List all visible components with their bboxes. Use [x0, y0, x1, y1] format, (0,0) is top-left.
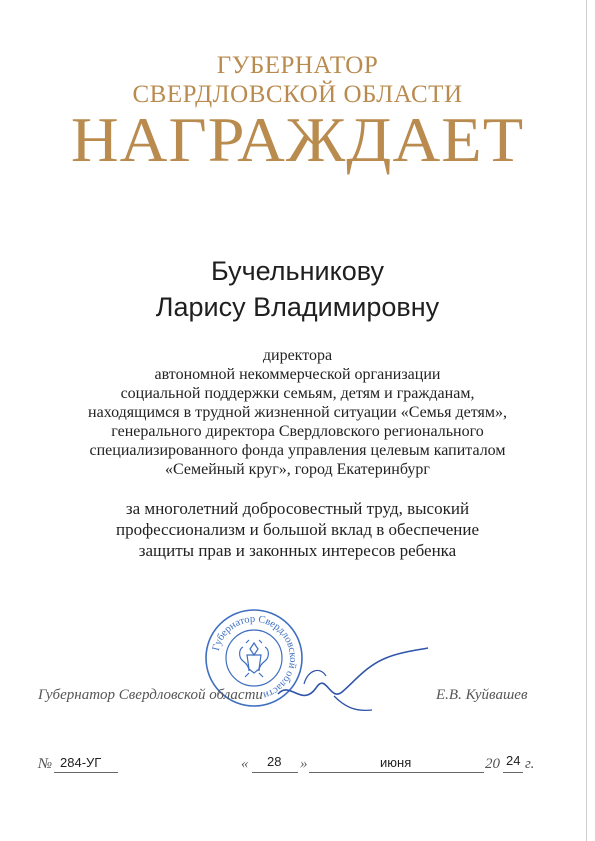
year-suffix: 24: [506, 753, 521, 768]
number-underline: [54, 772, 118, 773]
reason-line: профессионализм и большой вклад в обеспечение: [115, 520, 480, 539]
double-headed-eagle-icon: [240, 640, 269, 677]
signatory-name: Е.В. Куйвашев: [436, 687, 528, 703]
position-line: автономной некоммерческой организации: [154, 366, 441, 383]
date-quote-open: «: [241, 756, 249, 772]
recipient-surname: Бучельникову: [210, 256, 384, 286]
handwritten-signature: [268, 636, 434, 720]
position-line: социальной поддержки семьям, детям и гражданам,: [120, 385, 475, 402]
recipient-position: [0, 346, 595, 479]
position-line: директора: [262, 347, 333, 364]
date-quote-close: »: [300, 756, 308, 772]
position-line: специализированного фонда управления целевым капиталом: [89, 442, 506, 459]
document-number: 284-УГ: [60, 755, 102, 770]
date-day: 28: [267, 754, 282, 769]
day-underline: [252, 772, 298, 773]
recipient-given-names: Ларису Владимировну: [155, 292, 440, 322]
award-reason: [0, 498, 595, 561]
header-title-line1: ГУБЕРНАТОР: [216, 52, 379, 79]
signatory-title: Губернатор Свердловской области: [38, 687, 263, 703]
svg-text:Губернатор Свердловской област: Губернатор Свердловской области: [210, 613, 299, 701]
position-line: находящимся в трудной жизненной ситуации «Семья детям»,: [88, 404, 507, 421]
reason-line: за многолетний добросовестный труд, высокий: [125, 499, 470, 518]
header-award-word: НАГРАЖДАЕТ: [70, 105, 525, 175]
position-line: генерального директора Свердловского регионального: [111, 423, 484, 440]
header-title-line2: СВЕРДЛОВСКОЙ ОБЛАСТИ: [132, 81, 463, 108]
year-unit: г.: [525, 756, 535, 772]
year-underline: [503, 772, 523, 773]
year-prefix: 20: [485, 756, 500, 772]
date-month: июня: [380, 755, 412, 770]
month-underline: [309, 772, 484, 773]
reason-line: защиты прав и законных интересов ребенка: [138, 541, 457, 560]
position-line: «Семейный круг», город Екатеринбург: [165, 461, 430, 478]
number-prefix: №: [38, 756, 53, 772]
